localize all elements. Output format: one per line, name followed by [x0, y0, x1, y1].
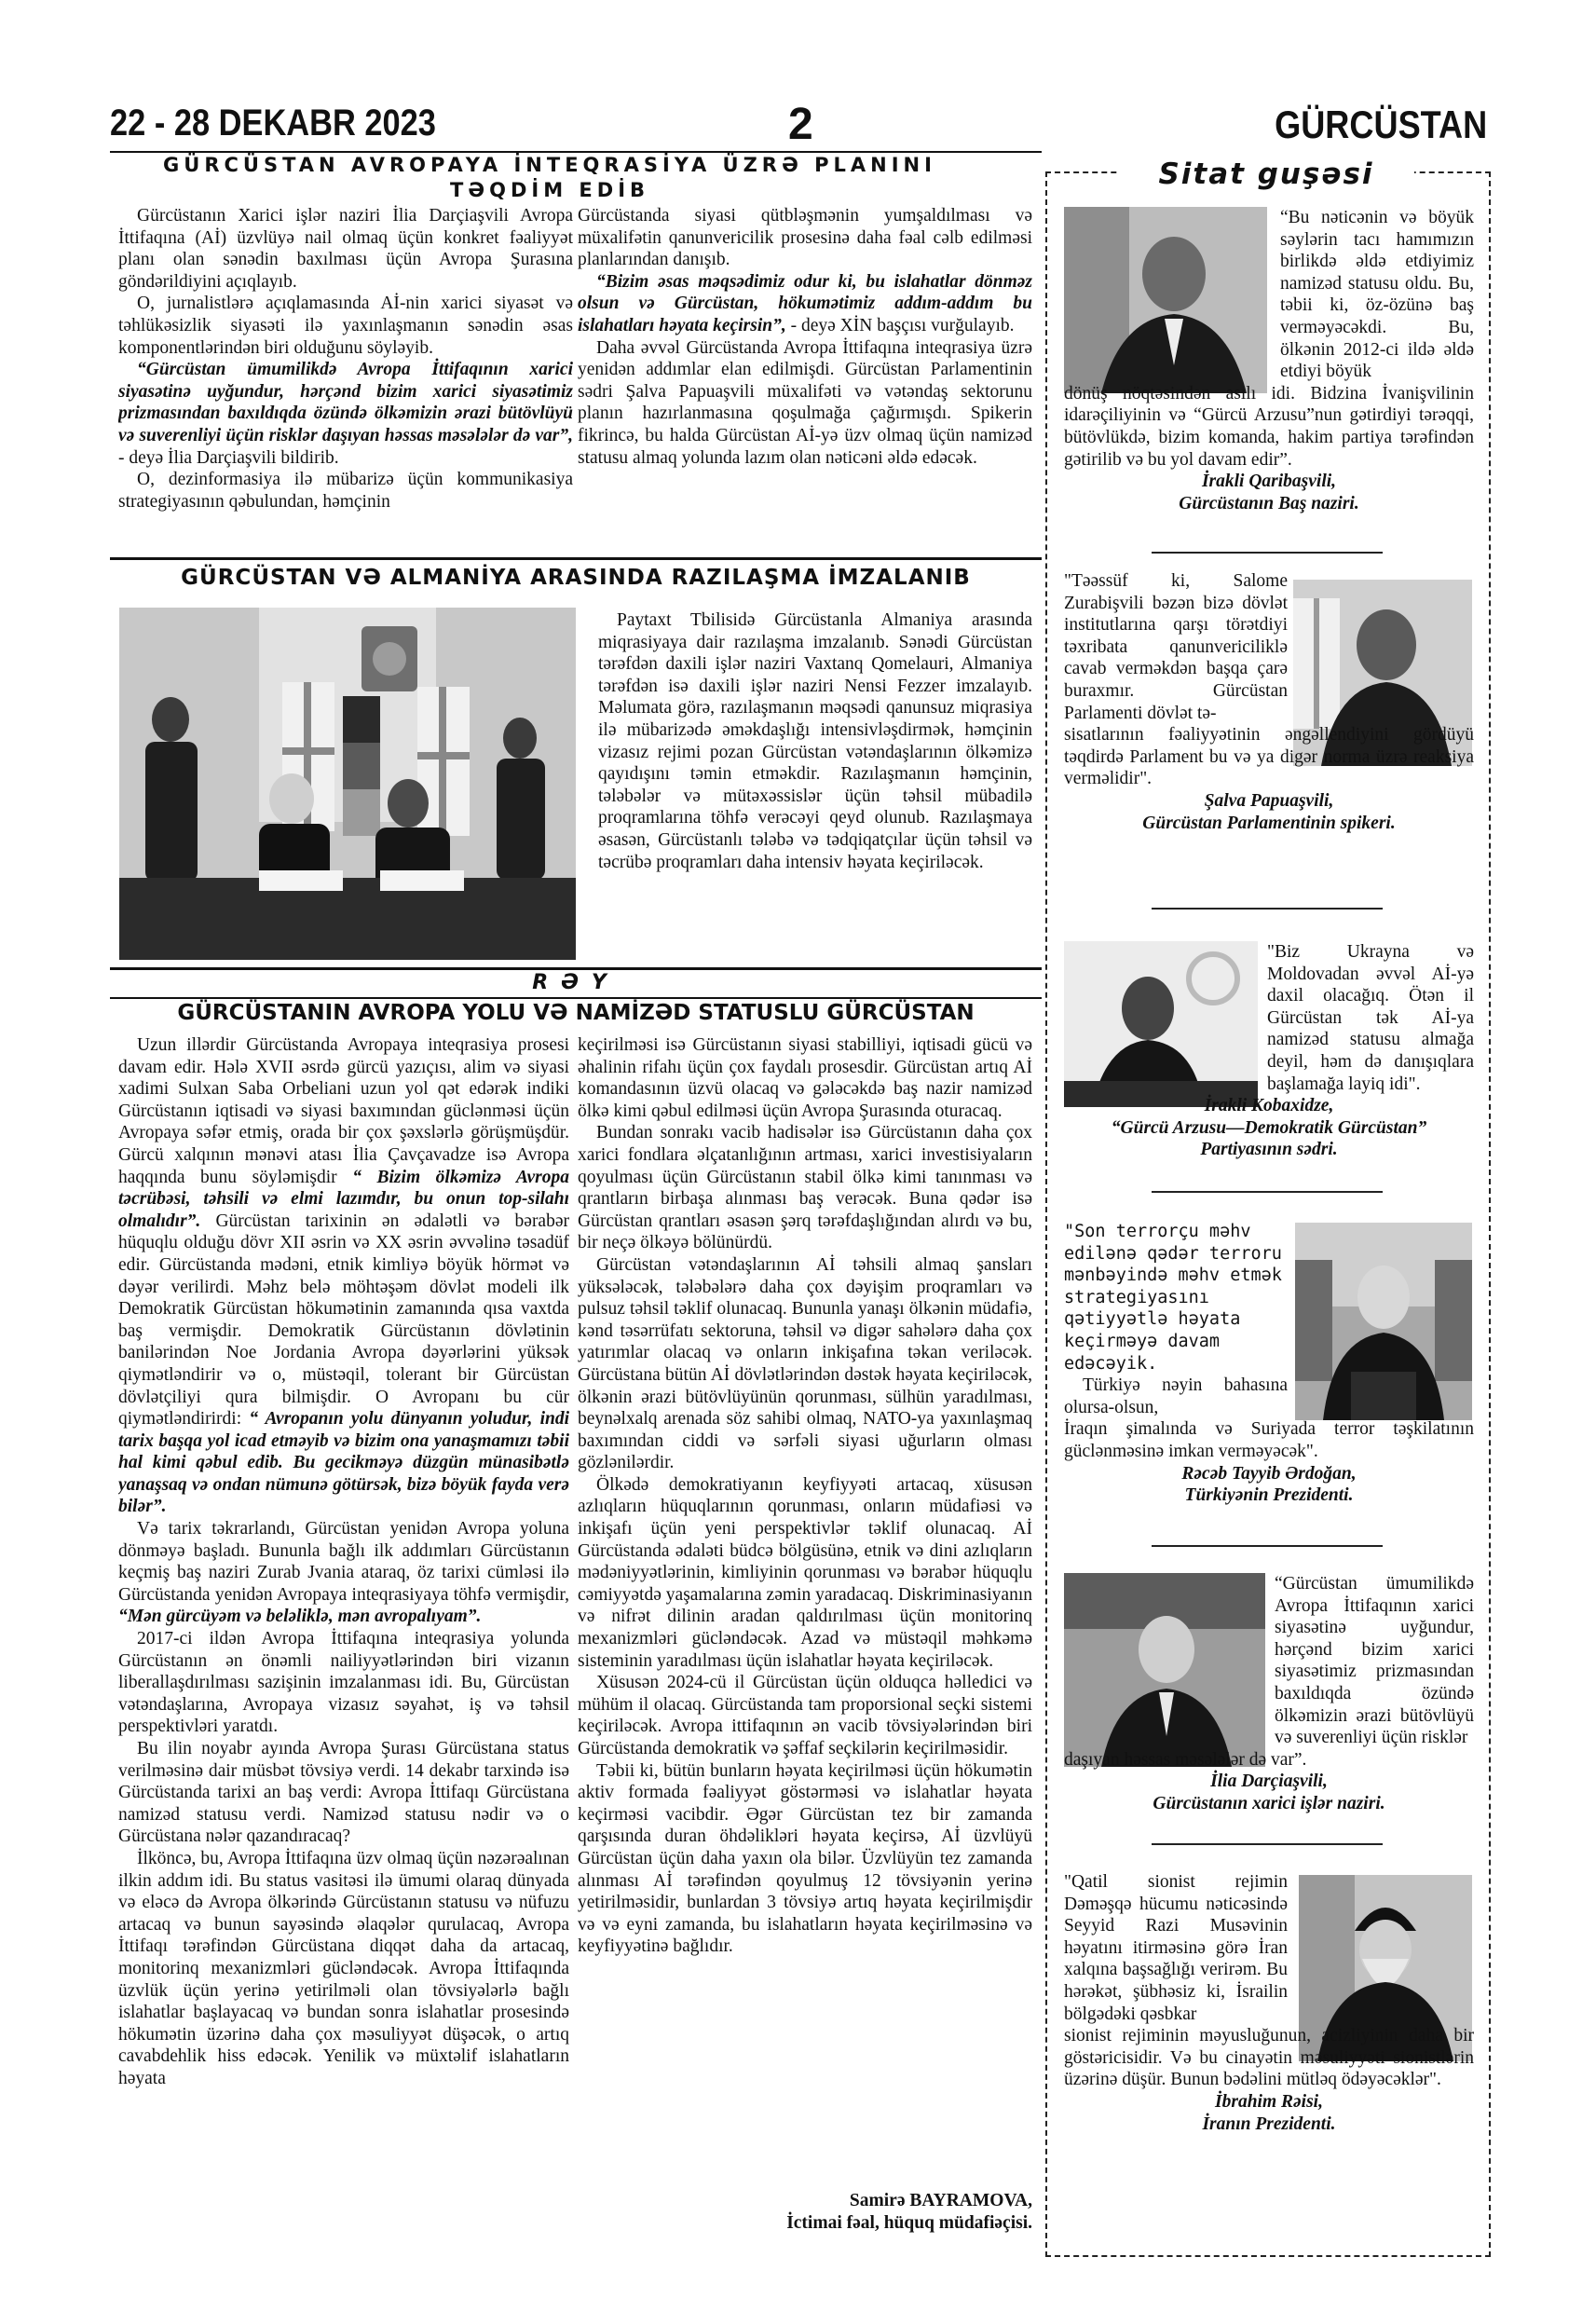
article3-p2-text: Və tarix təkrarlandı, Gürcüstan yenidən Avropa yoluna dönməyə başladı. Bununla bağlı ilk addımları Gürcüstanın keçmiş baş naziri Zurab Jvania ataraq, öz tarixi cümləsi ilə Gürcüstanda yenidən Avropaya inteqrasiyaya töhfə vermişdir, — [118, 1519, 569, 1605]
signing-ceremony-image — [119, 608, 576, 960]
article1-quote1-attrib: - deyə İlia Darçiaşvili bildirib. — [118, 447, 339, 468]
article1-quote2-attrib: - deyə XİN başçısı vurğulayıb. — [785, 315, 1015, 335]
article1-p5: Gürcüstanda siyasi qütbləşmənin yumşaldılması və müxalifətin qanunvericilik prosesinə daha fəal cəlb edilməsi planlarından danışıb. — [578, 206, 1032, 270]
quote3-role: “Gürcü Arzusu—Demokratik Gürcüstan” Partiyasının sədri. — [1111, 1117, 1427, 1160]
author-name: Samirə BAYRAMOVA, — [849, 2191, 1032, 2210]
signing-ceremony-photo — [119, 608, 576, 960]
article3-p1-cont: Gürcüstan tarixinin ən ədalətli və bərabər hüquqlu olduğu dövr XII əsrin və XX əsrin əvvəlinə təsadüf edir. Gürcüstanda mədəni, etnik kimliyə böyük hörmət və dəyər verilirdi. Məhz belə möhtəşəm dövlət modeli ilk Demokratik Gürcüstan hökumətinin zamanında qısa vaxtda baş vermişdir. Demokratik Gürcüstanın dövlətinin banilərindən Noe Jordania Avropa dəyərlərini yüksək qiymətləndirir və o, müstəqil, tolerant bir Gürcüstan dövlətçiliyi qura bilmişdir. O Avropanı bu cür qiymətləndirirdi: — [118, 1211, 569, 1430]
article3-p4: Bu ilin noyabr ayında Avropa Şurası Gürcüstana status verilməsinə dair müsbət tövsiyə verdi. 14 dekabr tarxində isə Gürcüstanda tarixi an baş verdi: Avropa İttifaqı Gürcüstana namizəd statusu verdi. Namizəd statusu nədir və o Gürcüstana nələr qazandıracaq? — [118, 1739, 569, 1847]
quote5-text-top: “Gürcüstan ümumilikdə Avropa İttifaqının xarici siyasətinə uyğundur, hərçənd bizim xarici siyasətimiz prizmasından baxıldıqda özündə ölkəmizin ərazi bütövlüyü və suverenliyi üçün risklər — [1275, 1574, 1474, 1748]
article1-p7: Daha əvvəl Gürcüstanda Avropa İttifaqına inteqrasiya üzrə yenidən addımlar elan edilmişdi. Gürcüstan Parlamentinin sədri Şalva Papuaşvili müxalifəti və vətəndaş sektorunu planın hazırlanmasına qoşulmağa çağırmışdı. Spikerin fikrincə, bu halda Gürcüstan Aİ-yə üzv olmaq üçün namizəd statusu almaq yolunda lazım olan nəticəni əldə edəcək. — [578, 337, 1032, 468]
quote4-text-rest: İraqın şimalında və Suriyada terror təşkilatının güclənməsinə imkan verməyəcək". — [1064, 1419, 1474, 1461]
article1-col1 — [118, 205, 573, 561]
quote-divider — [1152, 552, 1383, 554]
quote1-speaker: İrakli Qaribaşvili, — [1201, 472, 1337, 492]
article1-quote1: “Gürcüstan ümumilikdə Avropa İttifaqının xarici siyasətinə uyğundur, hərçənd bizim xarici siyasətimiz prizmasından baxıldıqda özündə ölkəmizin ərazi bütövlüyü və suverenliyi üçün risklər daşıyan həssas məsələlər də var”, — [118, 360, 573, 445]
quote2-text-rest: sisatlarının fəaliyyətinin əngəllendiyini gördüyü təqdirdə Parlament bu və ya digər norma üzrə reaksiya verməlidir". — [1064, 725, 1474, 789]
article3-p10: Xüsusən 2024-cü il Gürcüstan üçün olduqca həlledici və mühüm il olacaq. Gürcüstanda tam proporsional seçki sistemi keçiriləcək. Avropa ittifaqının ən vacib tövsiyələrindən biri Gürcüstanda demokratik və şəffaf seçkilərin keçirilməsidir. — [578, 1673, 1032, 1758]
author-role: İctimai fəal, hüquq müdafiəçisi. — [786, 2212, 1032, 2233]
quote4-speaker: Rəcəb Tayyib Ərdoğan, — [1181, 1463, 1357, 1484]
quote3 — [1064, 941, 1474, 1161]
article1-quote2: “Bizim əsas məqsədimiz odur ki, bu islahatlar dönməz olsun və Gürcüstan, hökumətimiz addım-addım bu islahatları həyata keçirsin”, — [578, 271, 1032, 335]
article3-p8: Gürcüstan vətəndaşlarının Aİ təhsili almaq şansları yüksələcək, tələbələrə daha çox dəyişim proqramları və pulsuz təhsil təklif olunacaq. Bununla yanaşı ölkənin müdafiə, kənd təsərrüfatı sektoruna, təhsil və digər sahələrə daha çox yatırımlar olacaq və onların inkişafına təkan veriləcək. Gürcüstana bütün Aİ dövlətlərindən dəstək həyata keçiriləcək, ölkənin ərazi bütövlüyünün qorunması, sülhün yaradılması, beynəlxalq arenada söz sahibi olmaq, NATO-ya yaxınlaşmaq baxımından ciddi və sərfəli siyasi uğurların olması gözlənilərdir. — [578, 1254, 1032, 1473]
quote4-text-top: "Son terrorçu məhv edilənə qədər terroru mənbəyində məhv etmək strategiyasını qətiyyətlə həyata keçirməyə davam edəcəyik. — [1064, 1222, 1282, 1374]
article1-p1: Gürcüstanın Xarici işlər naziri İlia Darçiaşvili Avropa İttifaqına (Aİ) üzvlüyə nail olmaq üçün konkret fəaliyyət planı olan sənədin baxılması üçün Avropa Şurasına göndərildiyini açıqlayıb. — [118, 206, 573, 292]
article3-p2-quote: “Mən gürcüyəm və beləliklə, mən avropalıyam”. — [118, 1607, 482, 1627]
quote-divider — [1152, 908, 1383, 910]
quote6 — [1064, 1871, 1474, 2135]
article1-p4: O, dezinformasiya ilə mübarizə üçün kommunikasiya strategiyasının qəbulundan, həmçinin — [118, 470, 573, 512]
article3-p11: Təbii ki, bütün bunların həyata keçirilməsi üçün hökumətin aktiv formada fəaliyyət göstərməsi və islahatlar həyata keçirməsi vacibdir. Əgər Gürcüstan tez bir zamanda qarşısında duran öhdəlikləri həyata keçirsə, Aİ üzvlüyü Gürcüstan üçün daha yaxın ola bilər. Üzvlüyün tez zamanda alınması Aİ tərəfindən qoyulmuş 12 tövsiyənin yerinə yetirilməsidir, bunlardan 3 tövsiyə artıq həyata keçirilmişdir və və eyni zamanda, bu islahatların həyata keçirilməsinə və keyfiyyətinə bağlıdır. — [578, 1760, 1032, 1957]
article1-p3 — [118, 359, 573, 469]
article3-p3: 2017-ci ildən Avropa İttifaqına inteqrasiya yolunda Gürcüstanın ən önəmli nailiyyətlərindən biri vizanın liberallaşdırılması sazişinin imzalanması idi. Bu, Gürcüstan vətəndaşlarına, Avropaya vizasız səyahət, iş və təhsil perspektivləri yaratdı. — [118, 1629, 569, 1737]
quote1-text-rest: dönüş nöqtəsindən asılı idi. Bidzina İvanişvilinin idarəçiliyinin və “Gürcü Arzusu”nun gətirdiyi tərəqqi, bütövlükdə, bizim komanda, hakim partiya tərəfindən gətirilib və bu yol davam edir”. — [1064, 383, 1474, 470]
article1-rule — [110, 557, 1042, 560]
issue-date: 22 - 28 DEKABR 2023 — [110, 103, 436, 144]
article1-headline: GÜRCÜSTAN AVROPAYA İNTEQRASİYA ÜZRƏ PLANINI TƏQDİM EDİB — [163, 154, 936, 201]
quote5-role: Gürcüstanın xarici işlər naziri. — [1153, 1793, 1385, 1813]
article3-p1 — [118, 1034, 569, 1518]
article2-headline: GÜRCÜSTAN VƏ ALMANİYA ARASINDA RAZILAŞMA İMZALANIB — [181, 566, 971, 590]
article3-p6: keçirilməsi isə Gürcüstanın siyasi stabilliyi, iqtisadi gücü və əhalinin rifahı üçün çox faydalı prosesdir. Gürcüstan artıq Aİ komandasının üzvü olacaq və gələcəkdə baş nazir namizəd ölkə kimi qəbul edilməsi üçün Avropa Şurasında oturacaq. — [578, 1035, 1032, 1121]
quote6-text-rest: sionist rejiminin məyusluğunun, acizliyinin daha bir göstəricisidir. Və bu cinayətin məsuliyyəti sionistlərin üzərinə düşür. Bunun bədəlini mütləq ödəyəcəklər". — [1064, 2026, 1474, 2090]
quote1 — [1064, 207, 1474, 514]
quote4 — [1064, 1221, 1474, 1507]
masthead — [110, 100, 1487, 155]
article3-col2 — [578, 1034, 1032, 2190]
quote6-text-top: "Qatil sionist rejimin Dəməşqə hücumu nəticəsində Seyyid Razi Musəvinin həyatını itirməsinə görə İran xalqına başsağlığı verirəm. Bu hərəkət, şübhəsiz ki, İsrailin bölgədəki qəsbkar — [1064, 1872, 1288, 2024]
article3-p1-quote2: “ Avropanın yolu dünyanın yoludur, indi tarix başqa yol icad etməyib və bizim ona yanaşmamızı təbii hal kimi qəbul edib. Bu gecikməyə düzgün münasibətlə yanaşsaq və ondan nümunə götürsək, bizə böyük fayda verə bilər”. — [118, 1409, 569, 1517]
article3-headline: GÜRCÜSTANIN AVROPA YOLU VƏ NAMİZƏD STATUSLU GÜRCÜSTAN — [177, 1001, 975, 1025]
quote5-speaker: İlia Darçiaşvili, — [1210, 1772, 1328, 1792]
article2-rule — [110, 967, 1042, 970]
quote1-role: Gürcüstanın Baş naziri. — [1179, 493, 1359, 513]
article3-p5: İlköncə, bu, Avropa İttifaqına üzv olmaq üçün nəzərəalınan ilkin addım idi. Bu status vasitəsi ilə ümumi olaraq dünyada və eləcə də Avropa ölkərində Gürcüstanın statusu və nüfuzu artacaq və bunun sayəsində əlaqələr qurulacaq, Avropa İttifaqı tərəfindən Gürcüstana diqqət daha da artacaq, monitorinq mexanizmləri gücləndəcək. Avropa İttifaqında üzvlük üçün yerinə yetirilməli olan tövsiyələrlə bağlı islahatlar başlayacaq və bundan sonra islahatlar prosesində hökumətin üzərinə daha çox məsuliyyət düşəcək, o artıq cavabdehlik hiss edəcək. Yenilik və müxtəlif islahatların həyata — [118, 1848, 569, 2088]
quote4-text-mid: Türkiyə nəyin bahasına olursa-olsun, — [1064, 1375, 1288, 1417]
article3-signature — [578, 2190, 1032, 2234]
article3-col1 — [118, 1034, 569, 2255]
quote1-text-top: “Bu nəticənin və böyük səylərin tacı hamımızın birlikdə əldə etdiyimiz namizəd statusu oldu. Bu, təbii ki, öz-özünə baş verməyəcəkdi. Bu, ölkənin 2012-ci ildə əldə etdiyi böyük — [1280, 208, 1474, 382]
quote-divider — [1152, 1545, 1383, 1547]
quote2-role: Gürcüstan Parlamentinin spikeri. — [1142, 813, 1396, 833]
opinion-rubric-rule — [110, 997, 1042, 999]
article1-p2: O, jurnalistlərə açıqlamasında Aİ-nin xarici siyasət və təhlükəsizlik siyasəti ilə yaxınlaşmanın sənədin əsas komponentlərindən biri olduğunu söyləyib. — [118, 294, 573, 358]
quote3-text-top: "Biz Ukrayna və Moldovadan əvvəl Aİ-yə daxil olacağıq. Ötən il Gürcüstan tək Aİ-ya namizəd statusu almağa deyil, həm də danışıqlara başlamağa layiq idi". — [1267, 942, 1474, 1094]
quote-divider — [1152, 1191, 1383, 1193]
article2-body — [598, 609, 1032, 960]
quote6-speaker: İbrahim Rəisi, — [1215, 2091, 1323, 2112]
article3-p7: Bundan sonrakı vacib hadisələr isə Gürcüstanın daha çox xarici fondlara əlçatanlığının artması, xarici investisiyaların qoyulması üçün Gürcüstanın stabil ölkə kimi tanınması və qrantların birbaşa alınması baş verəcək. Buna qədər isə Gürcüstan qrantları əsasən şərq tərəfdaşlığından alırdı və bu, bir neçə ölkəyə bölünürdü. — [578, 1123, 1032, 1253]
quote5-text-rest: daşıyan həssas məsələlər də var”. — [1064, 1749, 1307, 1770]
quote-corner-title: Sitat guşəsi — [1118, 157, 1414, 192]
article3-p9: Ölkədə demokratiyanın keyfiyyəti artacaq, xüsusən azlıqların hüquqlarının qorunması, onların müdafiəsi və inkişafı üçün yeni perspektivlər təklif olunacaq. Aİ Gürcüstanda ədaləti büdcə bölgüsünə, etnik və dini azlıqların mədəniyyətlərinin, kimliyinin qorunması və bərabər hüquqlu cəmiyyətdə yaşamalarına zəmin yaradacaq. Diskriminasiyanın və nifrət dilinin aradan qaldırılması üçün monitorinq mexanizmləri gücləndəcək. Azad və müstəqil məhkəmə sisteminin yaradılması üçün islahatlar həyata keçiriləcək. — [578, 1474, 1032, 1671]
article3-p1-text: Uzun illərdir Gürcüstanda Avropaya inteqrasiya prosesi davam edir. Hələ XVII əsrdə gürcü yazıçısı, alim və siyasi xadimi Sulxan Saba Orbeliani uzun yol qət edərək indiki Gürcüstanın iqtisadi və siyasi baxımından güclənməsi üçün Avropaya səfər etmiş, orada bir çox şəxslərlə görüşmüşdür. Gürcü xalqının mənəvi atası İlia Çavçavadze isə Avropa haqqında bunu söyləmişdir — [118, 1035, 569, 1187]
article3-p1-quote: “ Bizim ölkəmizə Avropa təcrübəsi, təhsili və elmi lazımdır, bu onun top-silahı olmalıdır”. — [118, 1167, 569, 1231]
quote2 — [1064, 570, 1474, 834]
article1-p6 — [578, 271, 1032, 337]
quote6-role: İranın Prezidenti. — [1202, 2114, 1336, 2134]
quote3-speaker: İrakli Kobaxidze, — [1204, 1096, 1334, 1116]
quote2-speaker: Şalva Papuaşvili, — [1204, 790, 1334, 811]
article3-p2 — [118, 1518, 569, 1628]
page-number: 2 — [788, 100, 813, 149]
quote5 — [1064, 1573, 1474, 1815]
quote-divider — [1152, 1843, 1383, 1845]
article2-text: Paytaxt Tbilisidə Gürcüstanla Almaniya arasında miqrasiyaya dair razılaşma imzalanıb. Sənədi Gürcüstan tərəfdən daxili işlər naziri Vaxtanq Qomelauri, Almaniya tərəfdən isə daxili işlər naziri Nensi Fezzer imzalayıb. Məlumata görə, razılaşmanın məqsədi qanunsuz miqrasiya ilə mübarizədə əməkdaşlığı intensivləşdirmək, həmçinin vizasız rejimi pozan Gürcüstan vətəndaşlarının ölkəmizə qayıdışını təmin etməkdir. Razılaşmanın həmçinin, tələbələr və mütəxəssislər üçün təhsil mübadilə proqramlarına töhfə verəcəyi qeyd olunub. Razılaşmaya əsasən, Gürcüstanlı tələbə və tədqiqatçılar üçün təhsil və təcrübə proqramları daha intensiv həyata keçiriləcək. — [598, 610, 1032, 872]
article1-col2 — [578, 205, 1032, 561]
quote2-text-top: "Təəssüf ki, Salome Zurabişvili bəzən bizə dövlət institutlarına qarşı törətdiyi təxribata qanunvericiliklə cavab verməkdən başqa çarə buraxmır. Gürcüstan Parlamenti dövlət tə- — [1064, 571, 1288, 723]
opinion-rubric: RƏY — [532, 971, 620, 994]
section-name: GÜRCÜSTAN — [1274, 103, 1487, 146]
quote4-role: Türkiyənin Prezidenti. — [1184, 1485, 1354, 1506]
